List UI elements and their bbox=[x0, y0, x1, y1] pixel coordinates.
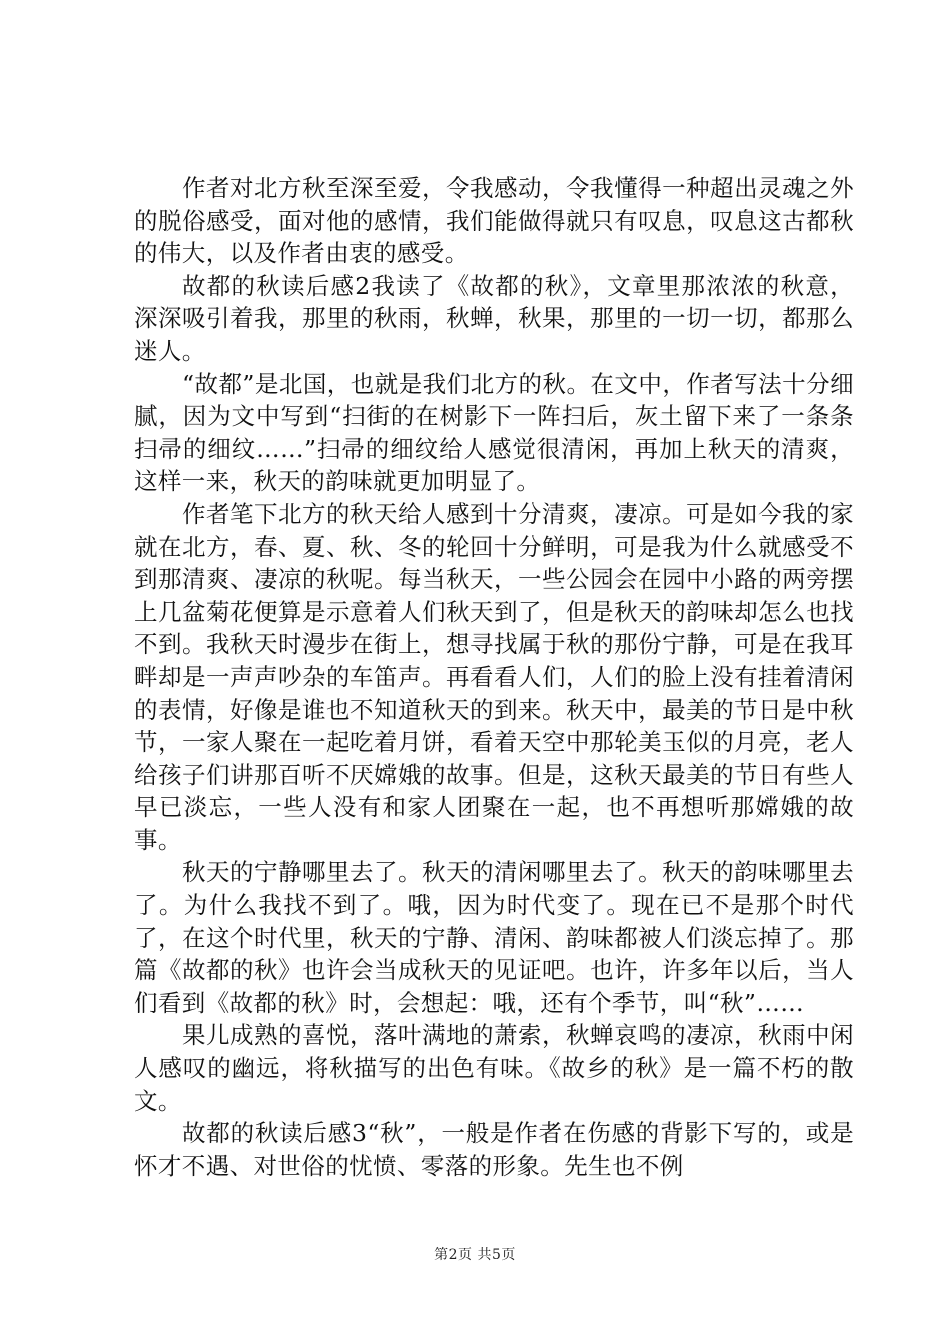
document-body bbox=[134, 172, 854, 1182]
paragraph: “故都”是北国，也就是我们北方的秋。在文中，作者写法十分细腻，因为文中写到“扫街的在树影下一阵扫后，灰土留下来了一条条扫帚的细纹……”扫帚的细纹给人感觉很清闲，再加上秋天的清爽，这样一来，秋天的韵味就更加明显了。 bbox=[134, 369, 854, 496]
paragraph: 作者笔下北方的秋天给人感到十分清爽，凄凉。可是如今我的家就在北方，春、夏、秋、冬的轮回十分鲜明，可是我为什么就感受不到那清爽、凄凉的秋呢。每当秋天，一些公园会在园中小路的两旁摆上几盆菊花便算是示意着人们秋天到了，但是秋天的韵味却怎么也找不到。我秋天时漫步在街上，想寻找属于秋的那份宁静，可是在我耳畔却是一声声吵杂的车笛声。再看看人们，人们的脸上没有挂着清闲的表情，好像是谁也不知道秋天的到来。秋天中，最美的节日是中秋节，一家人聚在一起吃着月饼，看着天空中那轮美玉似的月亮，老人给孩子们讲那百听不厌嫦娥的故事。但是，这秋天最美的节日有些人早已淡忘，一些人没有和家人团聚在一起，也不再想听那嫦娥的故事。 bbox=[134, 499, 854, 854]
page-number-label: 第2页 共5页 bbox=[434, 1247, 516, 1263]
paragraph: 故都的秋读后感2我读了《故都的秋》，文章里那浓浓的秋意，深深吸引着我，那里的秋雨，秋蝉，秋果，那里的一切一切，都那么迷人。 bbox=[134, 271, 854, 365]
page-footer bbox=[0, 1245, 950, 1265]
paragraph: 果儿成熟的喜悦，落叶满地的萧索，秋蝉哀鸣的凄凉，秋雨中闲人感叹的幽远，将秋描写的出色有味。《故乡的秋》是一篇不朽的散文。 bbox=[134, 1021, 854, 1115]
paragraph: 作者对北方秋至深至爱，令我感动，令我懂得一种超出灵魂之外的脱俗感受，面对他的感情，我们能做得就只有叹息，叹息这古都秋的伟大，以及作者由衷的感受。 bbox=[134, 174, 854, 268]
paragraph: 故都的秋读后感3“秋”，一般是作者在伤感的背影下写的，或是怀才不遇、对世俗的忧愤、零落的形象。先生也不例 bbox=[134, 1119, 854, 1180]
paragraph: 秋天的宁静哪里去了。秋天的清闲哪里去了。秋天的韵味哪里去了。为什么我找不到了。哦，因为时代变了。现在已不是那个时代了，在这个时代里，秋天的宁静、清闲、韵味都被人们淡忘掉了。那篇《故都的秋》也许会当成秋天的见证吧。也许，许多年以后，当人们看到《故都的秋》时，会想起：哦，还有个季节，叫“秋”…… bbox=[134, 858, 854, 1017]
